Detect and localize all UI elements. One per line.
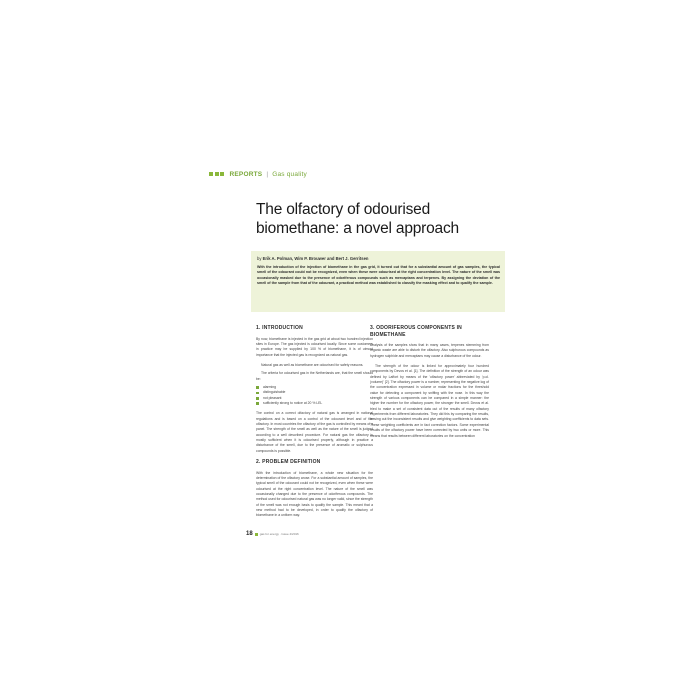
authors: Erik A. Polman, Wim P. Brouwer and Bert J. Gerritsen xyxy=(262,256,369,261)
list-item: not pleasant xyxy=(256,396,373,401)
body-column-right xyxy=(370,321,489,442)
paragraph: Natural gas as well as biomethane are odourised for safety reasons. xyxy=(261,362,364,367)
footer-square-icon xyxy=(255,533,258,536)
bullet-square-icon xyxy=(256,386,259,389)
section-heading-introduction: 1. INTRODUCTION xyxy=(256,325,303,331)
paragraph: The control on a correct olfactory of natural gas is arranged in national regulations and is based on a control of the odourant level and of the olfactory. In most countries the olfactory of the gas is controlled by means of a panel. The strength of the smell as well as the nature of the smell is judged according to a well described procedure. For natural gas the olfactory is mostly sufficient when it is odourised properly, although in practice a disturbance of the smell, due to the presence of aromatic or sulphurous compounds is possible. xyxy=(256,411,373,453)
abstract-text: With the introduction of the injection of biomethane in the gas grid, it turned out that for a substantial amount of gas samples, the typical smell of the odourant could not be recognized, even when these were odourised at the right concentration level. The nature of the smell was occasionally masked due to the presence of odoriferous compounds such as mercaptans and terpenes. By assigning the deviation of the smell of the sample from that of the odourant, a practical method was established to classify the masking effect and to qualify the sample. xyxy=(257,265,500,286)
paragraph: The strength of the odour is linked for approximately four hundred components by Devos et al. [1]. The definition of the strength of an odour was defined by Laffort by means of the 'olfactory power' abbreviated by 'p.ol. (volume)' [2]. The olfactory power is a number, representing the negative log of the concentration expressed in volume or molar fractions for the threshold value for detecting a component by sniffing with the nose. In this way the strength of various components can be compared in a simple manner: the higher the number for the olfactory power, the stronger the smell. Devos et al. tried to make a set of consistent data out of the results of many olfactory experiments from different laboratories. They did this by comparing the results, leaving out the inconsistent results and give weighting coefficients to data sets. These weighting coefficients are in fact correction factors. Some experimental results of the olfactory power have been corrected by two units or more. This means that results between different laboratories on the concentration xyxy=(370,364,489,438)
byline-prefix: by xyxy=(257,256,262,261)
list-item: distinguishable xyxy=(256,390,373,395)
bullet-square-icon xyxy=(256,397,259,400)
bullet-square-icon xyxy=(256,402,259,405)
paragraph: By now, biomethane is injected in the gas grid at about two hundred injection sites in Europe. The gas injected is odourised locally. Since some customers in practice may be supplied by 100 % of biomethane, it is of utmost importance that the injected gas is recognized as natural gas. xyxy=(256,336,373,357)
page-number: 18 xyxy=(246,531,253,537)
abstract-box xyxy=(251,251,505,312)
list-item: sufficiently strong to notice at 20 % LEL xyxy=(256,401,373,406)
kicker-subcategory: Gas quality xyxy=(272,170,307,178)
section-heading-problem-definition: 2. PROBLEM DEFINITION xyxy=(256,459,321,466)
kicker-category: REPORTS xyxy=(229,170,263,178)
body-column-left xyxy=(256,321,373,524)
kicker-separator: | xyxy=(266,170,269,178)
article-title: The olfactory of odourised biomethane: a novel approach xyxy=(256,201,459,237)
kicker-square-icon xyxy=(209,172,213,176)
kicker-square-icon xyxy=(220,172,224,176)
publication-name: gas for energy · Issue 4/2016 xyxy=(259,532,299,536)
page-footer xyxy=(246,531,299,537)
paragraph: With the introduction of biomethane, a whole new situation for the determination of the olfactory arose. For a substantial amount of samples, the typical smell of the odourant could not be recognized, even when these were odourised at the right concentration level. The nature of the smell was occasionally changed due to the presence of odoriferous compounds. The method used for odourised natural gas was no longer valid, since the strength of the smell was not enough basis to qualify the sample. This meant that a new method had to be developed, in order to qualify the olfactory of biomethane in a uniform way. xyxy=(256,470,373,518)
criteria-list xyxy=(256,385,373,406)
section-kicker xyxy=(209,169,307,179)
paragraph: Analysis of the samples show that in many cases, terpenes stemming from organic waste are able to disturb the olfactory. Also sulphurous compounds as hydrogen sulphide and mercaptans may cause a disturbance of the odour. xyxy=(370,343,489,358)
list-item: alarming xyxy=(256,385,373,390)
paragraph: The criteria for odourised gas in the Netherlands are, that the smell should be: xyxy=(256,371,373,381)
kicker-square-icon xyxy=(215,172,219,176)
section-heading-odoriferous-components: 3. ODORIFEROUS COMPONENTS IN BIOMETHANE xyxy=(370,325,462,338)
byline xyxy=(257,256,500,262)
bullet-square-icon xyxy=(256,392,259,395)
